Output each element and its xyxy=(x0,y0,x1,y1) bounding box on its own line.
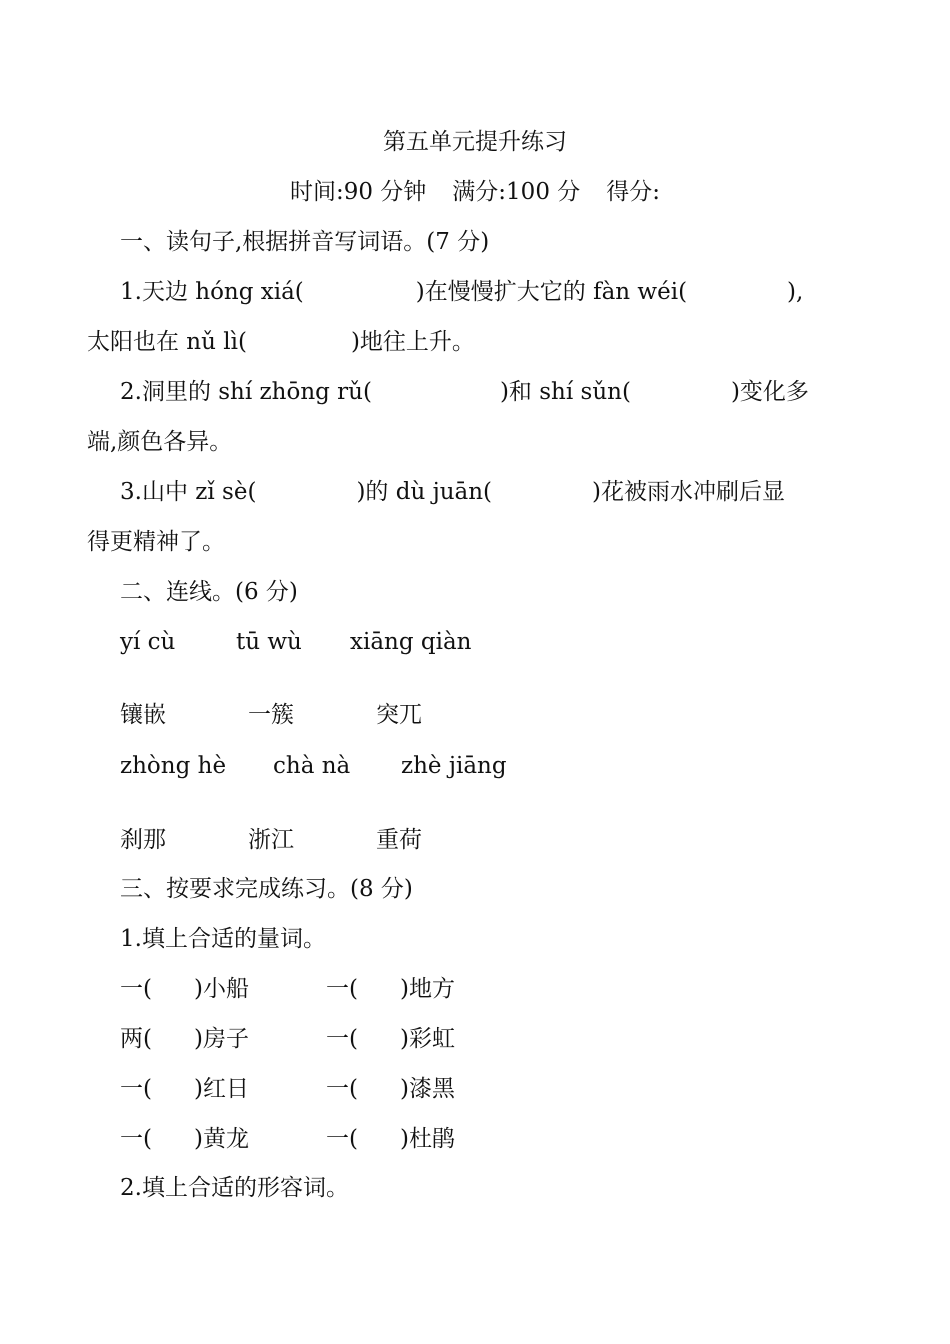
measure-word-item xyxy=(120,1024,249,1054)
measure-prefix: 一( xyxy=(120,1126,152,1152)
section3-heading: 三、按要求完成练习。(8 分) xyxy=(120,876,413,902)
s1-q3-text: )的 dù juān( xyxy=(356,479,493,505)
s1-q1-text: 1.天边 hóng xiá( xyxy=(120,279,304,305)
score-label: 得分: xyxy=(606,179,661,205)
s1-q3-text: )花被雨水冲刷后显 xyxy=(592,479,785,505)
section3-sub1: 1.填上合适的量词。 xyxy=(120,926,326,952)
measure-suffix: )红日 xyxy=(193,1076,249,1102)
measure-suffix: )杜鹃 xyxy=(399,1126,455,1152)
word-item[interactable]: 一簇 xyxy=(248,702,294,728)
s1-q2-line2: 端,颜色各异。 xyxy=(87,429,233,455)
s1-q1-line1 xyxy=(120,277,803,307)
s1-q1-text: )地往上升。 xyxy=(350,329,475,355)
s1-q3-line2: 得更精神了。 xyxy=(87,529,225,555)
s1-q1-text: 太阳也在 nǔ lì( xyxy=(87,329,247,355)
s1-q2-text: )和 shí sǔn( xyxy=(499,379,631,405)
measure-word-item xyxy=(326,1074,455,1104)
s1-q3-text: 3.山中 zǐ sè( xyxy=(120,479,257,505)
pinyin-item[interactable]: tū wù xyxy=(236,629,302,655)
measure-prefix: 一( xyxy=(326,1076,358,1102)
section3-sub2: 2.填上合适的形容词。 xyxy=(120,1175,349,1201)
s1-q2-text: 2.洞里的 shí zhōng rǔ( xyxy=(120,379,372,405)
word-item[interactable]: 镶嵌 xyxy=(120,702,166,728)
pinyin-item[interactable]: zhè jiāng xyxy=(401,753,507,779)
measure-word-item xyxy=(120,1074,249,1104)
measure-word-item xyxy=(326,1124,455,1154)
word-item[interactable]: 重荷 xyxy=(376,827,422,853)
measure-prefix: 一( xyxy=(120,1076,152,1102)
s1-q2-line1 xyxy=(120,377,809,407)
measure-prefix: 一( xyxy=(326,1026,358,1052)
measure-suffix: )地方 xyxy=(399,976,455,1002)
measure-prefix: 一( xyxy=(326,976,358,1002)
s1-q3-line1 xyxy=(120,477,785,507)
pinyin-item[interactable]: yí cù xyxy=(120,629,176,655)
measure-suffix: )漆黑 xyxy=(399,1076,455,1102)
measure-prefix: 两( xyxy=(120,1026,152,1052)
word-item[interactable]: 刹那 xyxy=(120,827,166,853)
s1-q1-text: ), xyxy=(787,279,804,305)
s1-q1-line2 xyxy=(87,327,475,357)
measure-suffix: )小船 xyxy=(193,976,249,1002)
s1-q1-text: )在慢慢扩大它的 fàn wéi( xyxy=(415,279,688,305)
pinyin-item[interactable]: zhòng hè xyxy=(120,753,227,779)
pinyin-item[interactable]: chà nà xyxy=(273,753,351,779)
full-score-label: 满分:100 分 xyxy=(452,179,581,205)
measure-suffix: )彩虹 xyxy=(399,1026,455,1052)
time-label: 时间:90 分钟 xyxy=(289,179,427,205)
exam-info xyxy=(0,177,950,207)
measure-word-item xyxy=(326,974,455,1004)
page-title: 第五单元提升练习 xyxy=(383,129,567,155)
word-item[interactable]: 突兀 xyxy=(376,702,422,728)
measure-word-item xyxy=(120,974,249,1004)
measure-suffix: )黄龙 xyxy=(193,1126,249,1152)
measure-prefix: 一( xyxy=(120,976,152,1002)
measure-word-item xyxy=(120,1124,249,1154)
s1-q2-text: )变化多 xyxy=(730,379,809,405)
measure-word-item xyxy=(326,1024,455,1054)
section1-heading: 一、读句子,根据拼音写词语。(7 分) xyxy=(120,229,490,255)
measure-suffix: )房子 xyxy=(193,1026,249,1052)
word-item[interactable]: 浙江 xyxy=(248,827,294,853)
measure-prefix: 一( xyxy=(326,1126,358,1152)
section2-heading: 二、连线。(6 分) xyxy=(120,579,298,605)
pinyin-item[interactable]: xiāng qiàn xyxy=(350,629,472,655)
